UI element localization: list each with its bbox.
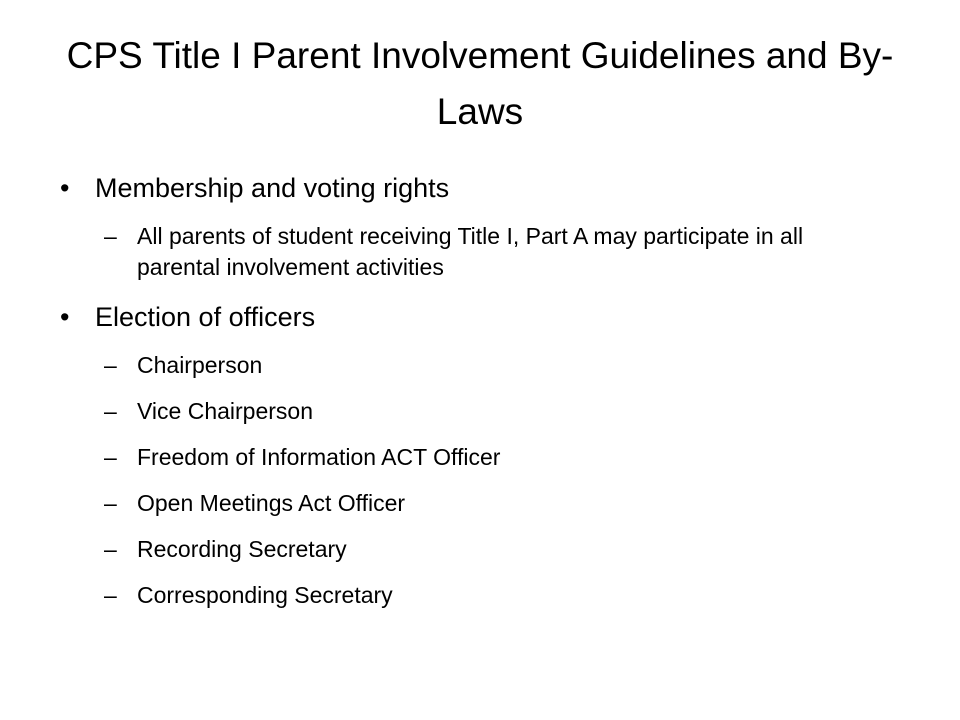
dash-icon: – [104, 223, 117, 249]
sub-bullet [60, 221, 920, 283]
dash-icon: – [104, 398, 117, 424]
dash-icon: – [104, 444, 117, 470]
sub-bullet [60, 396, 920, 427]
dash-icon: – [104, 490, 117, 516]
dash-icon: – [104, 536, 117, 562]
slide-title: CPS Title I Parent Involvement Guidelines and By-Laws [66, 35, 894, 132]
slide-body [60, 170, 920, 611]
sub-bullet-text: Corresponding Secretary [137, 582, 393, 608]
sub-bullet [60, 580, 920, 611]
bullet-dot-icon: • [60, 302, 70, 332]
sub-bullet [60, 488, 920, 519]
dash-icon: – [104, 352, 117, 378]
bullet-text: Election of officers [95, 302, 316, 332]
sub-bullet [60, 534, 920, 565]
sub-bullet-text: All parents of student receiving Title I, Part A may participate in all parental involvement activities [137, 223, 804, 280]
sub-bullet-text: Freedom of Information ACT Officer [137, 444, 501, 470]
bullet-membership [60, 170, 920, 206]
sub-bullet [60, 442, 920, 473]
sub-bullet-text: Vice Chairperson [137, 398, 314, 424]
sub-bullet-text: Recording Secretary [137, 536, 347, 562]
bullet-election [60, 299, 920, 335]
sub-bullet [60, 350, 920, 381]
bullet-text: Membership and voting rights [95, 173, 450, 203]
sub-bullet-text: Chairperson [137, 352, 263, 378]
bullet-dot-icon: • [60, 173, 70, 203]
sub-bullet-text: Open Meetings Act Officer [137, 490, 406, 516]
dash-icon: – [104, 582, 117, 608]
